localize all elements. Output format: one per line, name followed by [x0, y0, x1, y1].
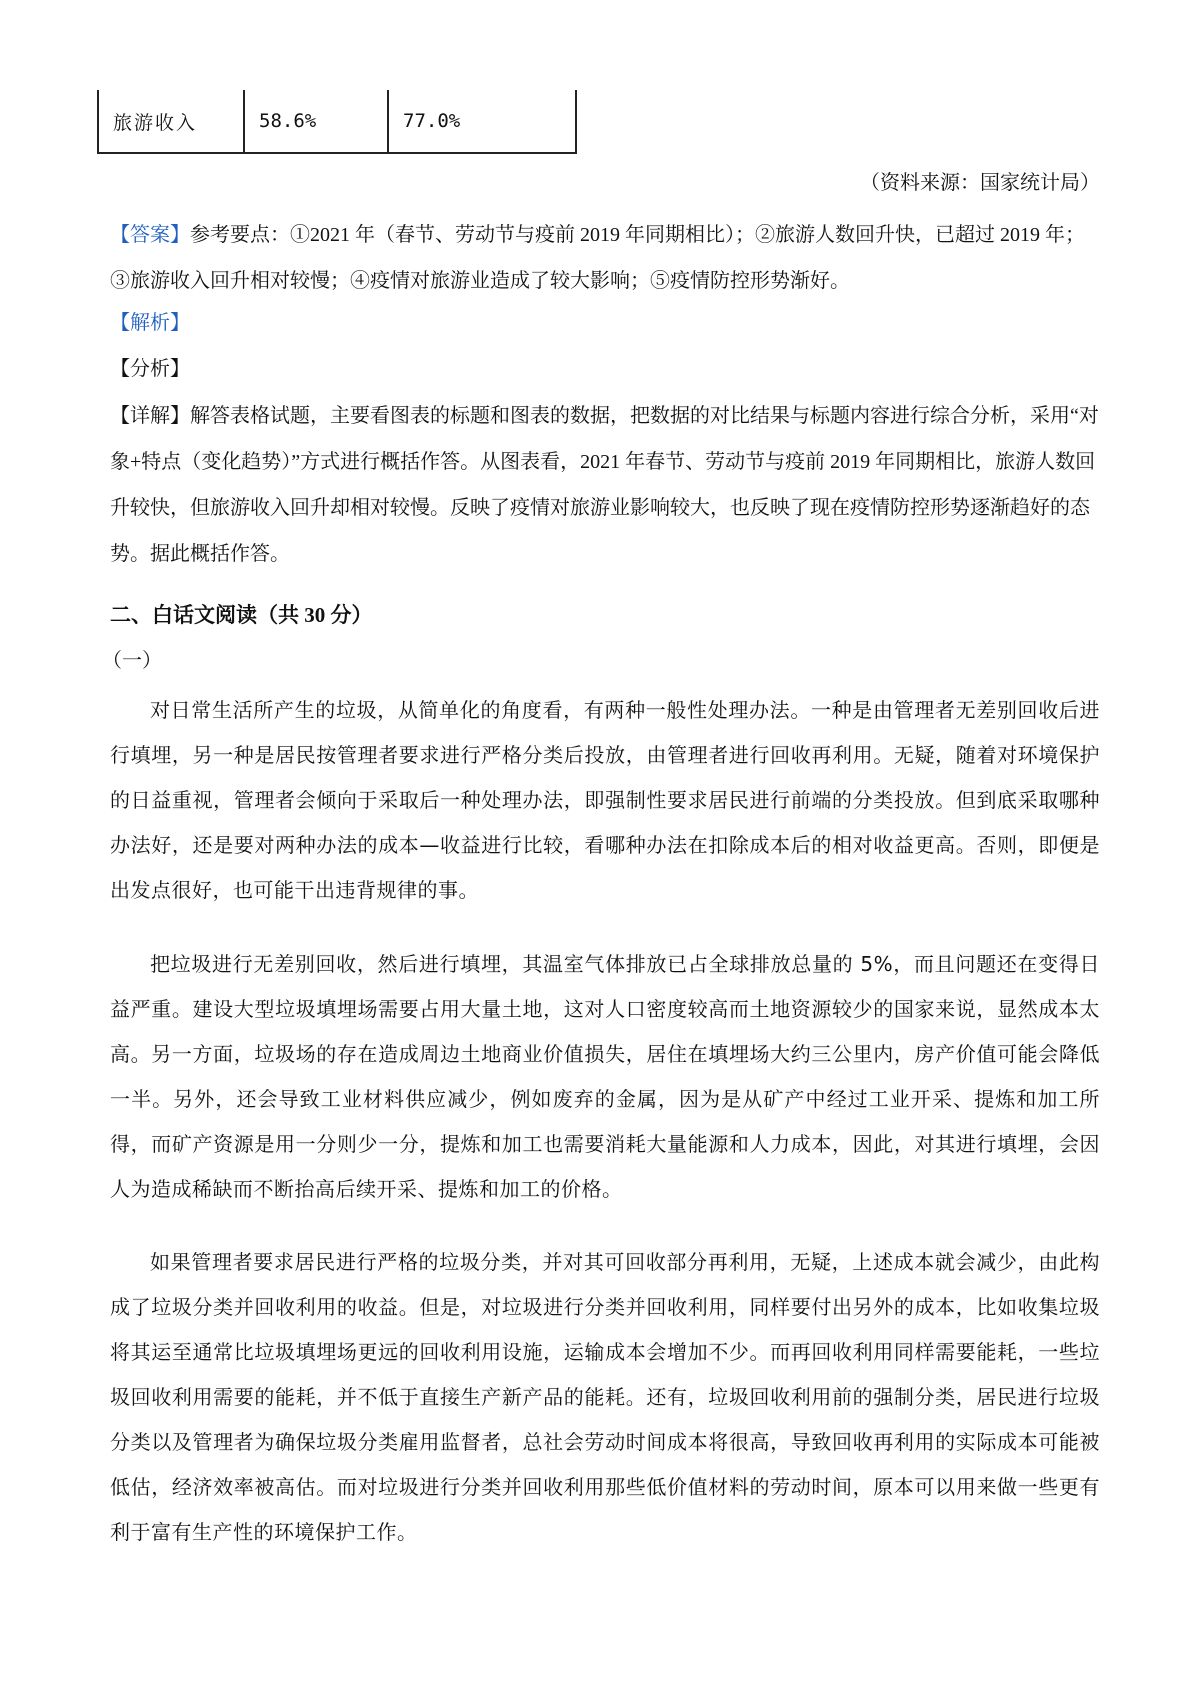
fenxi-tag: 【分析】 [110, 358, 190, 380]
detail-text: 解答表格试题，主要看图表的标题和图表的数据，把数据的对比结果与标题内容进行综合分析，采用“对象+特点（变化趋势）”方式进行概括作答。从图表看，2021 年春节、劳动节与疫前 2019 年同期相比，旅游人数回升较快，但旅游收入回升却相对较慢。反映了疫情对旅游业影响较大，也反映了现在疫情防控形势逐渐趋好的态势。据此概括作答。 [110, 405, 1099, 565]
table-cell-value-2: 77.0% [388, 90, 576, 153]
table-cell-label: 旅游收入 [98, 90, 244, 153]
source-note: （资料来源：国家统计局） [860, 172, 1100, 194]
section-title: 二、白话文阅读（共 30 分） [110, 603, 373, 627]
paragraph-3: 如果管理者要求居民进行严格的垃圾分类，并对其可回收部分再利用，无疑，上述成本就会减少，由此构成了垃圾分类并回收利用的收益。但是，对垃圾进行分类并回收利用，同样要付出另外的成本，比如收集垃圾将其运至通常比垃圾填埋场更远的回收利用设施，运输成本会增加不少。而再回收利用同样需要能耗，一些垃圾回收利用需要的能耗，并不低于直接生产新产品的能耗。还有，垃圾回收利用前的强制分类，居民进行垃圾分类以及管理者为确保垃圾分类雇用监督者，总社会劳动时间成本将很高，导致回收再利用的实际成本可能被低估，经济效率被高估。而对垃圾进行分类并回收利用那些低价值材料的劳动时间，原本可以用来做一些更有利于富有生产性的环境保护工作。 [110, 1250, 1100, 1544]
detail-tag: 【详解】 [110, 405, 190, 427]
table-row [98, 90, 576, 153]
paragraph-1: 对日常生活所产生的垃圾，从简单化的角度看，有两种一般性处理办法。一种是由管理者无差别回收后进行填埋，另一种是居民按管理者要求进行严格分类后投放，由管理者进行回收再利用。无疑，随着对环境保护的日益重视，管理者会倾向于采取后一种处理办法，即强制性要求居民进行前端的分类投放。但到底采取哪种办法好，还是要对两种办法的成本—收益进行比较，看哪种办法在扣除成本后的相对收益更高。否则，即便是出发点很好，也可能干出违背规律的事。 [110, 698, 1100, 902]
detail-block [110, 393, 1100, 577]
answer-tag: 【答案】 [110, 224, 190, 246]
paragraph-2: 把垃圾进行无差别回收，然后进行填埋，其温室气体排放已占全球排放总量的 5%，而且问题还在变得日益严重。建设大型垃圾填埋场需要占用大量土地，这对人口密度较高而土地资源较少的国家来说，显然成本太高。另一方面，垃圾场的存在造成周边土地商业价值损失，居住在填埋场大约三公里内，房产价值可能会降低一半。另外，还会导致工业材料供应减少，例如废弃的金属，因为是从矿产中经过工业开采、提炼和加工所得，而矿产资源是用一分则少一分，提炼和加工也需要消耗大量能源和人力成本，因此，对其进行填埋，会因人为造成稀缺而不断抬高后续开采、提炼和加工的价格。 [110, 952, 1100, 1201]
jiexi-tag: 【解析】 [110, 312, 190, 334]
statistics-table [97, 90, 577, 154]
answer-text: 参考要点：①2021 年（春节、劳动节与疫前 2019 年同期相比）；②旅游人数回升快，已超过 2019 年；③旅游收入回升相对较慢；④疫情对旅游业造成了较大影响；⑤疫情防控形势渐好。 [110, 224, 1085, 292]
table-cell-value-1: 58.6% [244, 90, 388, 153]
subsection-title: （一） [102, 650, 162, 672]
answer-block [110, 212, 1100, 304]
